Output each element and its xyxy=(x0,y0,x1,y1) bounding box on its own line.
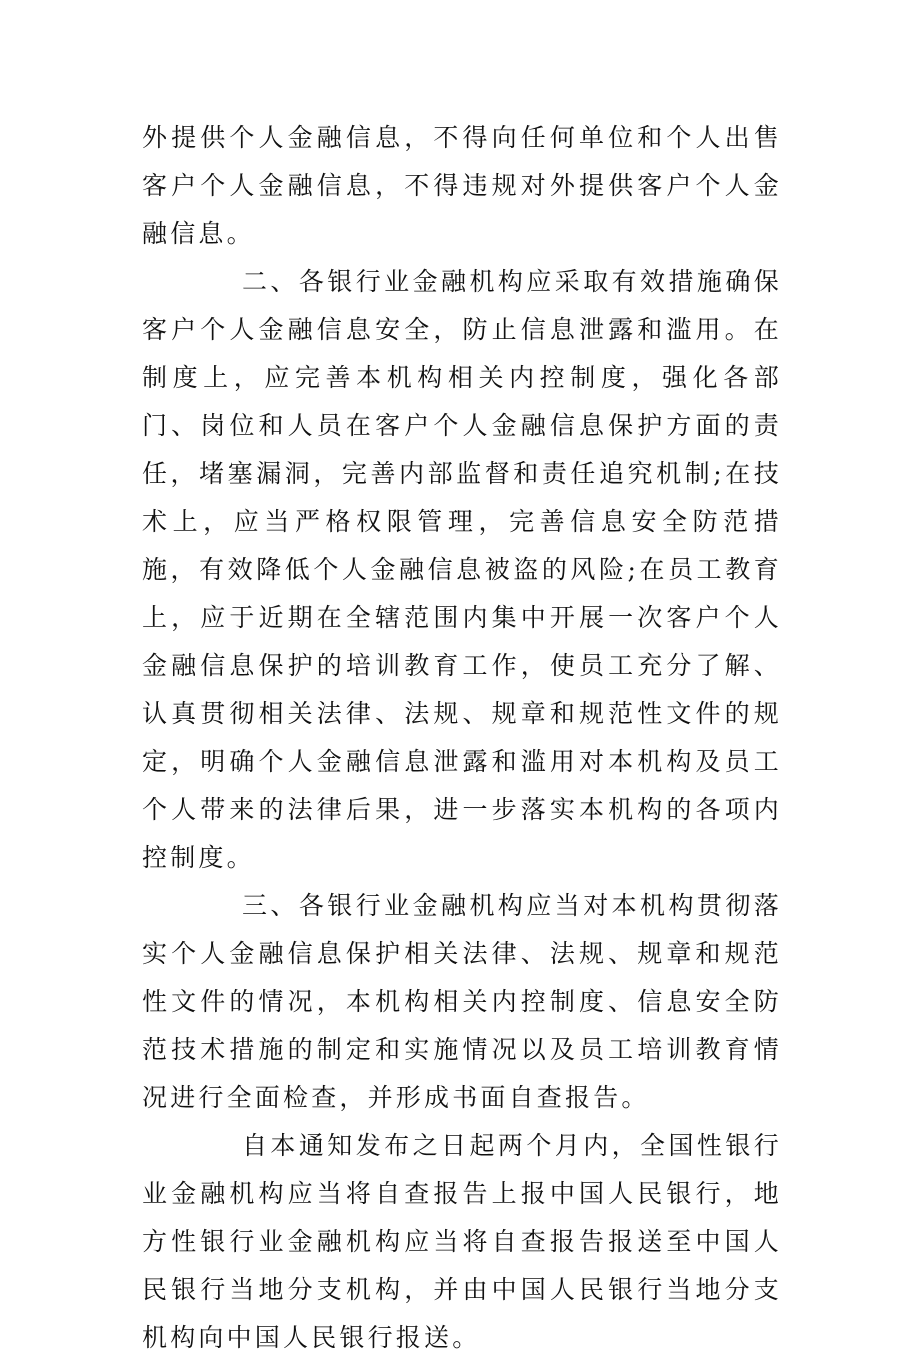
paragraph-deadline: 自本通知发布之日起两个月内，全国性银行业金融机构应当将自查报告上报中国人民银行，地方性银行业金融机构应当将自查报告报送至中国人民银行当地分支机构，并由中国人民银行当地分支机构向中国人民银行报送。 xyxy=(142,1131,782,1352)
paragraph-continuation: 外提供个人金融信息，不得向任何单位和个人出售客户个人金融信息，不得违规对外提供客户个人金融信息。 xyxy=(142,123,782,248)
paragraph-item-three: 三、各银行业金融机构应当对本机构贯彻落实个人金融信息保护相关法律、法规、规章和规范性文件的情况，本机构相关内控制度、信息安全防范技术措施的制定和实施情况以及员工培训教育情况进行全面检查，并形成书面自查报告。 xyxy=(142,891,782,1112)
paragraph-item-two: 二、各银行业金融机构应采取有效措施确保客户个人金融信息安全，防止信息泄露和滥用。在制度上，应完善本机构相关内控制度，强化各部门、岗位和人员在客户个人金融信息保护方面的责任，堵塞漏洞，完善内部监督和责任追究机制;在技术上，应当严格权限管理，完善信息安全防范措施，有效降低个人金融信息被盗的风险;在员工教育上，应于近期在全辖范围内集中开展一次客户个人金融信息保护的培训教育工作，使员工充分了解、认真贯彻相关法律、法规、规章和规范性文件的规定，明确个人金融信息泄露和滥用对本机构及员工个人带来的法律后果，进一步落实本机构的各项内控制度。 xyxy=(142,267,782,872)
document-body xyxy=(142,114,782,1362)
